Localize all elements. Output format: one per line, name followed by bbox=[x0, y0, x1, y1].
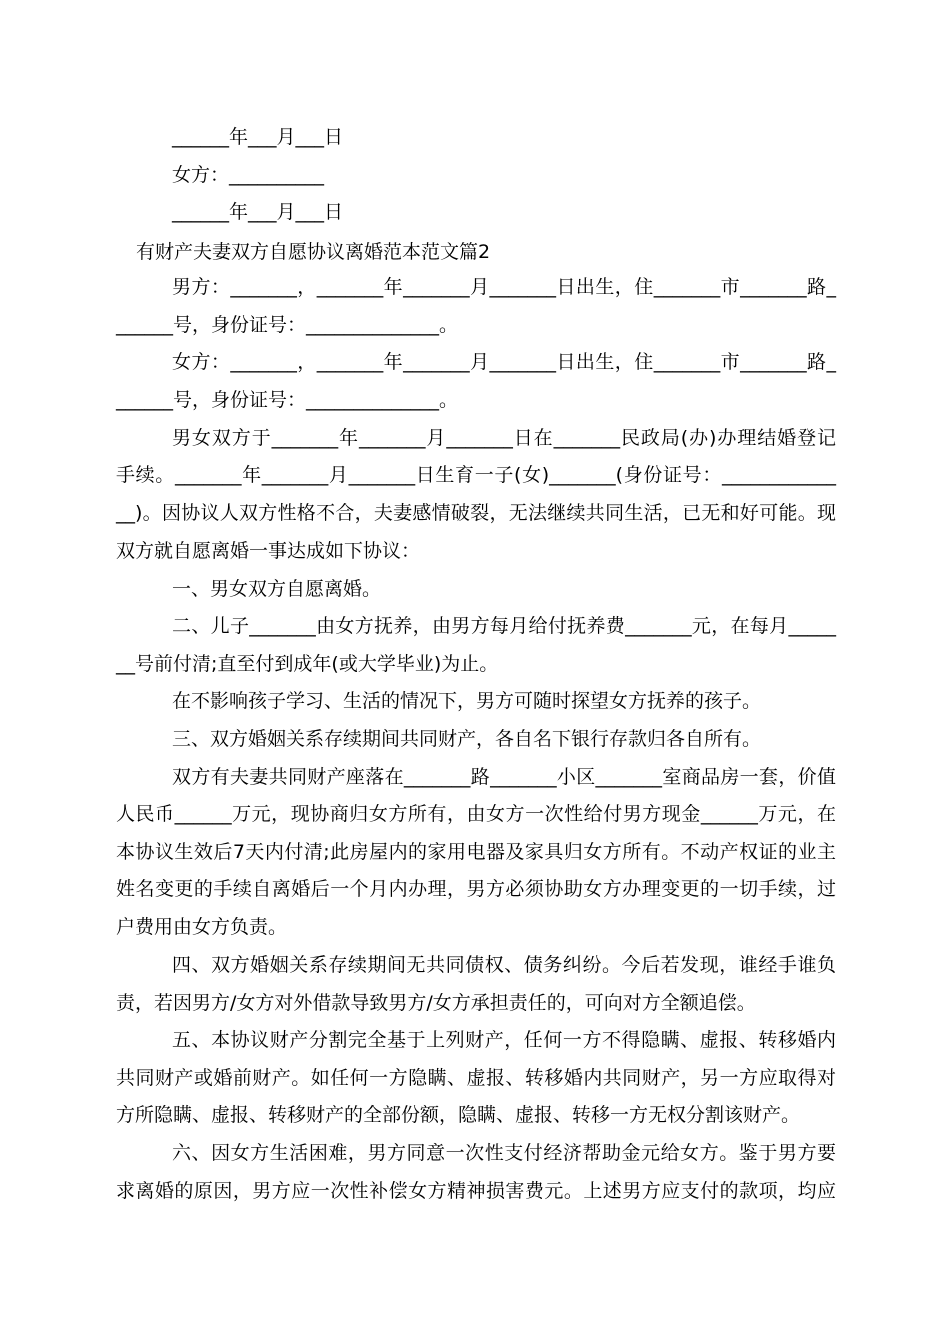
clause-3: 三、双方婚姻关系存续期间共同财产，各自名下银行存款归各自所有。 bbox=[172, 728, 762, 750]
clause-2-line: __号前付清;直至付到成年(或大学毕业)为止。 bbox=[116, 653, 499, 675]
date-line: ______年___月___日 bbox=[172, 201, 344, 223]
paragraph-line: 手续。_______年_______月_______日生育一子(女)_______(身份证号：____________ bbox=[116, 464, 836, 486]
clause-2-line: 二、儿子_______由女方抚养，由男方每月给付抚养费_______元，在每月_____ bbox=[172, 615, 836, 637]
male-party-id-line: ______号，身份证号：______________。 bbox=[116, 314, 459, 336]
clause-4-line: 责，若因男方/女方对外借款导致男方/女方承担责任的，可向对方全额追偿。 bbox=[116, 992, 756, 1014]
paragraph-line: 男女双方于_______年_______月_______日在_______民政局(办)办理结婚登记 bbox=[172, 427, 836, 449]
paragraph-line: 户费用由女方负责。 bbox=[116, 916, 288, 938]
signature-female-line: 女方：__________ bbox=[172, 164, 325, 186]
clause-5-line: 方所隐瞒、虚报、转移财产的全部份额，隐瞒、虚报、转移一方无权分割该财产。 bbox=[116, 1104, 801, 1126]
male-party-line: 男方：_______，_______年_______月_______日出生，住_______市_______路_ bbox=[172, 276, 836, 298]
paragraph-line: 本协议生效后7天内付清;此房屋内的家用电器及家具归女方所有。不动产权证的业主 bbox=[116, 841, 836, 863]
clause-5-line: 五、本协议财产分割完全基于上列财产，任何一方不得隐瞒、虚报、转移婚内 bbox=[172, 1029, 836, 1051]
paragraph-line: __)。因协议人双方性格不合，夫妻感情破裂，无法继续共同生活，已无和好可能。现 bbox=[116, 502, 836, 524]
female-party-line: 女方：_______，_______年_______月_______日出生，住_______市_______路_ bbox=[172, 351, 836, 373]
clause-1: 一、男女双方自愿离婚。 bbox=[172, 578, 382, 600]
paragraph-line: 在不影响孩子学习、生活的情况下，男方可随时探望女方抚养的孩子。 bbox=[172, 690, 762, 712]
section-heading: 有财产夫妻双方自愿协议离婚范本范文篇2 bbox=[136, 241, 491, 263]
clause-6-line: 六、因女方生活困难，男方同意一次性支付经济帮助金元给女方。鉴于男方要 bbox=[172, 1142, 836, 1164]
paragraph-line: 双方有夫妻共同财产座落在_______路_______小区_______室商品房一套，价值 bbox=[172, 766, 836, 788]
clause-5-line: 共同财产或婚前财产。如任何一方隐瞒、虚报、转移婚内共同财产，另一方应取得对 bbox=[116, 1067, 836, 1089]
paragraph-line: 人民币______万元，现协商归女方所有，由女方一次性给付男方现金______万元，在 bbox=[116, 803, 836, 825]
female-party-id-line: ______号，身份证号：______________。 bbox=[116, 389, 459, 411]
clause-6-line: 求离婚的原因，男方应一次性补偿女方精神损害费元。上述男方应支付的款项，均应 bbox=[116, 1180, 836, 1202]
paragraph-line: 姓名变更的手续自离婚后一个月内办理，男方必须协助女方办理变更的一切手续，过 bbox=[116, 878, 836, 900]
paragraph-line: 双方就自愿离婚一事达成如下协议： bbox=[116, 540, 421, 562]
clause-4-line: 四、双方婚姻关系存续期间无共同债权、债务纠纷。今后若发现，谁经手谁负 bbox=[172, 954, 836, 976]
date-line: ______年___月___日 bbox=[172, 126, 344, 148]
